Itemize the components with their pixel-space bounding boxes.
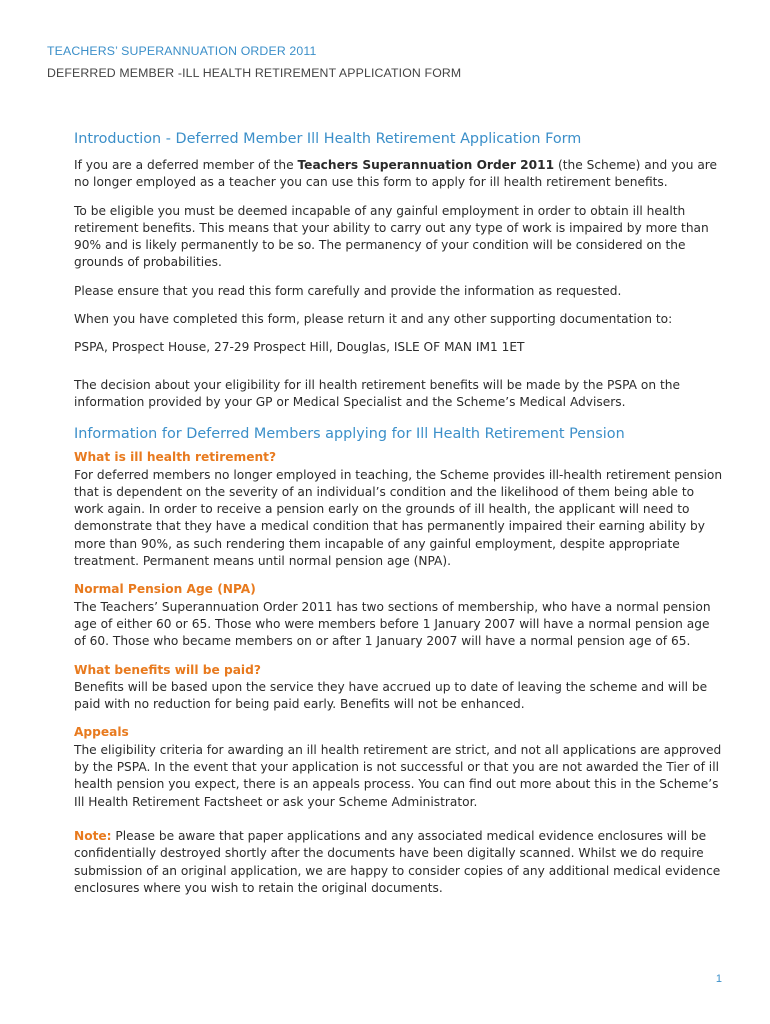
note-paragraph [74, 828, 724, 897]
decision-paragraph: The decision about your eligibility for ill health retirement benefits will be made by the PSPA on the information provided by your GP or Medical Specialist and the Scheme’s Medical Advisers. [74, 377, 680, 409]
intro-heading: Introduction - Deferred Member Ill Health Retirement Application Form [74, 131, 582, 147]
note-text: Please be aware that paper applications and any associated medical evidence enclosures will be confidentially destroyed shortly after the documents have been digitally scanned. Whilst we do require submission of an original application, we are happy to consider copies of any additional medical evidence enclosures where you wish to retain the original documents. [74, 828, 721, 895]
page-number: 1 [715, 973, 722, 985]
document-body [74, 130, 724, 897]
return-address: PSPA, Prospect House, 27-29 Prospect Hill, Douglas, ISLE OF MAN IM1 1ET [74, 340, 525, 355]
intro-paragraph-1 [74, 157, 724, 192]
section-appeals [74, 724, 724, 810]
section-benefits [74, 662, 724, 714]
section-heading: What is ill health retirement? [74, 450, 277, 465]
read-carefully-paragraph: Please ensure that you read this form carefully and provide the information as requested. [74, 283, 622, 298]
document-header [47, 44, 727, 81]
section-body: The Teachers’ Superannuation Order 2011 has two sections of membership, who have a normal pension age of either 60 or 65. Those who were members before 1 January 2007 will have a normal pension age of 60. Those who became members on or after 1 January 2007 will have a normal pension age of 65. [74, 599, 711, 649]
section-body: Benefits will be based upon the service they have accrued up to date of leaving the scheme and will be paid with no reduction for being paid early. Benefits will not be enhanced. [74, 679, 708, 712]
eligibility-paragraph: To be eligible you must be deemed incapable of any gainful employment in order to obtain ill health retirement benefits. This means that your ability to carry out any type of work is impaired by more than 90% and is likely permanently to be so. The permanency of your condition will be considered on the grounds of probabilities. [74, 203, 709, 270]
section-heading: Normal Pension Age (NPA) [74, 582, 256, 597]
section-heading: What benefits will be paid? [74, 662, 261, 677]
section-normal-pension-age [74, 581, 724, 650]
section-ill-health-retirement [74, 449, 724, 570]
return-instructions-paragraph: When you have completed this form, please return it and any other supporting documentation to: [74, 312, 673, 327]
scheme-name-bold: Teachers Superannuation Order 2011 [297, 158, 555, 172]
intro-p1-text-start: If you are a deferred member of the [74, 158, 298, 172]
note-label: Note: [74, 828, 112, 843]
section-heading: Appeals [74, 725, 129, 740]
section-body: The eligibility criteria for awarding an ill health retirement are strict, and not all applications are approved by the PSPA. In the event that your application is not successful or that you are not awarded the Tier of ill health pension you expect, there is an appeals process. You can find out more about this in the Scheme’s Ill Health Retirement Factsheet or ask your Scheme Administrator. [74, 742, 722, 809]
form-title: DEFERRED MEMBER -ILL HEALTH RETIREMENT APPLICATION FORM [47, 66, 462, 80]
info-heading: Information for Deferred Members applying for Ill Health Retirement Pension [74, 426, 625, 443]
intro-p1-text-end: (the Scheme) and you are no longer employed as a teacher you can use this form to apply for ill health retirement benefits. [74, 158, 718, 190]
scheme-title: TEACHERS’ SUPERANNUATION ORDER 2011 [47, 44, 317, 58]
section-body: For deferred members no longer employed in teaching, the Scheme provides ill-health retirement pension that is dependent on the severity of an individual’s condition and the likelihood of them being able to work again. In order to receive a pension early on the grounds of ill health, the applicant will need to demonstrate that they have a medical condition that has permanently impaired their earning ability by more than 90%, as such rendering them incapable of any gainful employment, despite appropriate treatment. Permanent means until normal pension age (NPA). [74, 467, 723, 569]
